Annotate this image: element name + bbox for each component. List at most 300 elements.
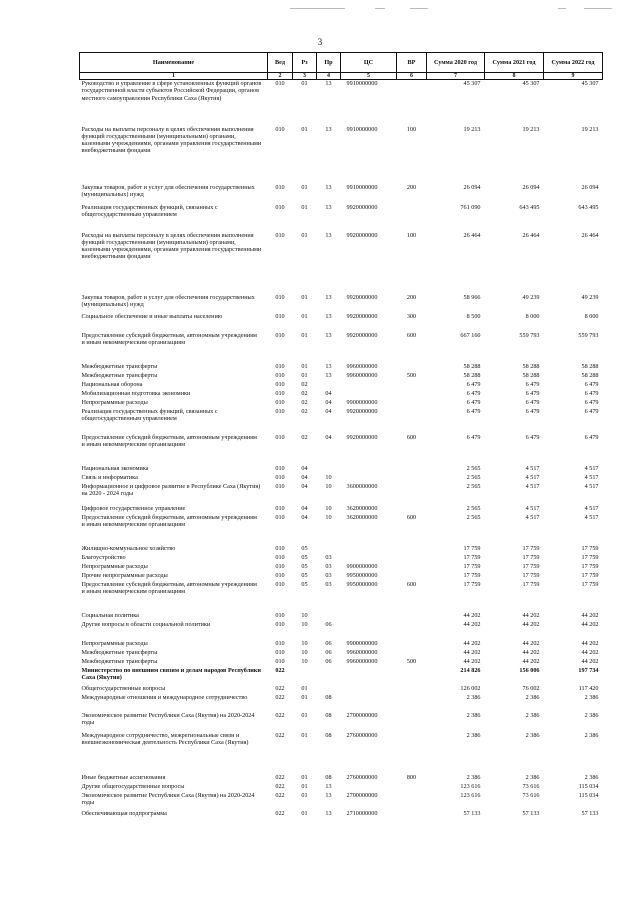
table-row [80, 612, 603, 621]
row-pr: 06 [325, 657, 332, 665]
row-name: Министерство по внешним связям и делам народов Республики Саха (Якутия) [81, 666, 261, 681]
row-cs [341, 621, 397, 640]
row-pr: 03 [325, 571, 332, 579]
column-number: 4 [317, 73, 341, 80]
row-sum-2022: 6 479 [584, 398, 599, 406]
row-sum-2022: 57 133 [581, 809, 599, 817]
row-vd: 010 [275, 183, 285, 191]
table-row [80, 667, 603, 685]
row-cs [341, 694, 397, 712]
row-sum-2022: 559 793 [578, 331, 599, 339]
row-pr: 13 [325, 293, 332, 301]
row-sum-2022: 26 464 [581, 231, 599, 239]
row-rz: 10 [301, 620, 308, 628]
row-name: Руководство и управление в сфере установленных функций органов государственной власти субъектов Российской Федерации, органов местного самоуправления Республики Саха (Якутия) [81, 80, 262, 102]
row-name: Экономическое развитие Республики Саха (Якутия) на 2020-2024 годы [81, 711, 255, 726]
row-name: Реализация государственных функций, связанных с общегосударственным управлением [81, 407, 218, 422]
row-rz: 02 [301, 380, 308, 388]
row-cs: 9910000000 [346, 80, 378, 87]
row-sum-2020: 2 386 [466, 773, 481, 781]
header-sum-2021: Сумма 2021 год [485, 53, 544, 73]
row-name: Непрограммные расходы [81, 398, 148, 406]
row-sum-2020: 6 479 [466, 398, 481, 406]
row-vd: 010 [275, 580, 285, 588]
row-sum-2021: 2 386 [525, 731, 540, 739]
row-pr: 13 [325, 203, 332, 211]
row-sum-2020: 17 759 [463, 571, 481, 579]
row-pr: 13 [325, 809, 332, 817]
row-rz: 05 [301, 562, 308, 570]
row-pr: 04 [325, 398, 332, 406]
row-sum-2020: 2 386 [466, 731, 481, 739]
row-rz: 10 [301, 639, 308, 647]
row-rz [293, 667, 317, 685]
row-vr: 300 [406, 312, 417, 320]
row-pr: 13 [325, 125, 332, 133]
row-pr: 08 [325, 731, 332, 739]
row-name: Иные бюджетные ассигнования [81, 773, 166, 781]
row-name: Социальная политика [81, 611, 139, 619]
row-rz: 10 [301, 657, 308, 665]
row-sum-2020: 2 565 [466, 473, 481, 481]
row-vd: 010 [275, 504, 285, 512]
row-sum-2020: 123 616 [460, 782, 481, 790]
row-sum-2021: 8 000 [525, 312, 540, 320]
row-sum-2022: 44 202 [581, 648, 599, 656]
row-sum-2020: 2 565 [466, 504, 481, 512]
row-sum-2021: 44 202 [522, 620, 540, 628]
row-name: Предоставление субсидий бюджетным, автономным учреждениям и иным некоммерческим организациям [81, 331, 257, 346]
row-cs: 9920000000 [346, 433, 378, 441]
row-rz: 01 [301, 183, 308, 191]
table-row [80, 232, 603, 294]
row-sum-2022: 6 479 [584, 389, 599, 397]
row-pr: 13 [325, 183, 332, 191]
row-vd: 010 [275, 648, 285, 656]
row-sum-2022: 17 759 [581, 553, 599, 561]
table-row [80, 640, 603, 649]
row-name: Расходы на выплаты персоналу в целях обеспечения выполнения функций государственными (муниципальными) органами, казенными учреждениями, органами управления государственными внебюджетными фондами [81, 231, 262, 261]
row-rz: 01 [301, 80, 308, 87]
row-sum-2021: 26 464 [522, 231, 540, 239]
row-name: Связь и информатика [81, 473, 138, 481]
row-sum-2022: 17 759 [581, 571, 599, 579]
row-vd: 022 [275, 782, 285, 790]
row-pr: 13 [325, 231, 332, 239]
row-sum-2021: 44 202 [522, 611, 540, 619]
row-sum-2021: 19 213 [522, 125, 540, 133]
column-number-row [80, 73, 603, 80]
row-pr: 10 [325, 473, 332, 481]
table-body [80, 80, 603, 819]
row-name: Информационное и цифровое развитие в Республике Саха (Якутия) на 2020 - 2024 годы [81, 482, 261, 497]
row-cs: 9900000000 [346, 562, 378, 570]
row-cs: 9960000000 [346, 657, 378, 665]
table-row [80, 363, 603, 372]
row-vd: 010 [275, 639, 285, 647]
row-pr [317, 465, 341, 474]
row-pr: 10 [325, 504, 332, 512]
row-sum-2022: 49 239 [581, 293, 599, 301]
row-rz: 01 [301, 693, 308, 701]
table-row [80, 80, 603, 126]
row-vd: 010 [275, 80, 285, 87]
row-rz: 10 [301, 611, 308, 619]
row-cs: 2760000000 [346, 773, 378, 781]
row-cs [341, 390, 397, 399]
row-vr: 100 [406, 125, 417, 133]
row-sum-2021: 6 479 [525, 389, 540, 397]
row-sum-2020: 58 966 [463, 293, 481, 301]
row-pr: 13 [325, 80, 332, 87]
table-row [80, 399, 603, 408]
row-cs: 2710000000 [346, 809, 378, 817]
row-sum-2020: 17 759 [463, 562, 481, 570]
row-sum-2022: 26 094 [581, 183, 599, 191]
table-row [80, 332, 603, 363]
row-name: Национальная экономика [81, 464, 149, 472]
row-rz: 02 [301, 433, 308, 441]
row-vd: 022 [275, 791, 285, 799]
row-name: Национальная оборона [81, 380, 143, 388]
row-vd: 010 [275, 620, 285, 628]
table-row [80, 408, 603, 434]
row-cs: 3620000000 [346, 504, 378, 512]
table-row [80, 465, 603, 474]
row-sum-2020: 26 094 [463, 183, 481, 191]
column-number: 6 [397, 73, 427, 80]
row-pr: 06 [325, 639, 332, 647]
row-sum-2020: 58 288 [463, 362, 481, 370]
row-vd: 010 [275, 407, 285, 415]
column-number: 3 [293, 73, 317, 80]
row-vd: 010 [275, 657, 285, 665]
row-sum-2020: 19 213 [463, 125, 481, 133]
row-vr [397, 204, 427, 232]
row-rz: 04 [301, 473, 308, 481]
row-rz: 02 [301, 398, 308, 406]
row-sum-2022: 117 420 [578, 684, 599, 692]
row-sum-2022: 6 479 [584, 433, 599, 441]
row-cs: 9950000000 [346, 580, 378, 588]
row-vr [397, 363, 427, 372]
table-row [80, 774, 603, 783]
row-sum-2021: 6 479 [525, 407, 540, 415]
row-vr [397, 399, 427, 408]
row-name: Международные отношения и международное сотрудничество [81, 693, 248, 701]
row-name: Другие общегосударственные вопросы [81, 782, 185, 790]
row-cs: 9900000000 [346, 398, 378, 406]
table-row [80, 184, 603, 204]
row-vr [397, 505, 427, 514]
column-number: 1 [80, 73, 268, 80]
row-sum-2021: 45 307 [522, 80, 540, 87]
row-vr [397, 667, 427, 685]
row-pr: 03 [325, 580, 332, 588]
row-vr: 500 [406, 657, 417, 665]
row-sum-2021: 44 202 [522, 639, 540, 647]
column-number: 8 [485, 73, 544, 80]
row-name: Непрограммные расходы [81, 562, 148, 570]
row-name: Межбюджетные трансферты [81, 648, 158, 656]
row-pr: 04 [325, 433, 332, 441]
row-vd: 022 [275, 684, 285, 692]
row-pr [317, 545, 341, 554]
scan-artifact-marks [290, 8, 610, 12]
row-vr [397, 732, 427, 774]
row-vr [397, 483, 427, 505]
row-cs: 3620000000 [346, 513, 378, 521]
row-vd: 010 [275, 398, 285, 406]
row-cs: 9910000000 [346, 183, 378, 191]
row-vr [397, 554, 427, 563]
row-pr [317, 685, 341, 694]
row-rz: 04 [301, 504, 308, 512]
row-sum-2020: 6 479 [466, 407, 481, 415]
row-vd: 010 [275, 433, 285, 441]
table-row [80, 694, 603, 712]
row-vr [397, 572, 427, 581]
row-vr [397, 612, 427, 621]
row-rz: 01 [301, 809, 308, 817]
row-vr: 200 [406, 293, 417, 301]
row-vd: 010 [275, 231, 285, 239]
row-sum-2021: 58 288 [522, 362, 540, 370]
row-sum-2021: 17 759 [522, 562, 540, 570]
row-vr [397, 640, 427, 649]
row-sum-2021: 2 386 [525, 711, 540, 719]
row-vr [397, 408, 427, 434]
row-sum-2022: 197 734 [578, 666, 599, 674]
row-sum-2020: 6 479 [466, 389, 481, 397]
row-cs [341, 465, 397, 474]
row-sum-2022: 2 386 [584, 773, 599, 781]
row-sum-2022: 2 386 [584, 731, 599, 739]
row-sum-2020: 44 202 [463, 611, 481, 619]
row-vd: 010 [275, 125, 285, 133]
row-name: Другие вопросы в области социальной политики [81, 620, 211, 628]
row-rz: 04 [301, 482, 308, 490]
row-rz: 02 [301, 389, 308, 397]
row-pr [317, 381, 341, 390]
row-rz: 01 [301, 125, 308, 133]
row-cs [341, 667, 397, 685]
table-row [80, 126, 603, 184]
table-row [80, 313, 603, 332]
header-sum-2020: Сумма 2020 год [427, 53, 485, 73]
row-sum-2020: 2 565 [466, 513, 481, 521]
table-row [80, 474, 603, 483]
row-pr: 06 [325, 648, 332, 656]
row-sum-2021: 44 202 [522, 648, 540, 656]
row-sum-2020: 2 565 [466, 464, 481, 472]
row-cs: 2760000000 [346, 731, 378, 739]
table-row [80, 658, 603, 667]
row-vd: 022 [275, 731, 285, 739]
row-sum-2022: 17 759 [581, 562, 599, 570]
row-vr [397, 80, 427, 126]
row-pr: 03 [325, 553, 332, 561]
row-sum-2020: 2 386 [466, 711, 481, 719]
row-vd: 022 [275, 693, 285, 701]
row-rz: 01 [301, 773, 308, 781]
row-sum-2020: 44 202 [463, 648, 481, 656]
row-vd: 010 [275, 331, 285, 339]
row-sum-2021: 44 202 [522, 657, 540, 665]
row-pr: 04 [325, 389, 332, 397]
row-vr [397, 685, 427, 694]
row-sum-2021: 49 239 [522, 293, 540, 301]
row-pr: 13 [325, 312, 332, 320]
row-sum-2022: 115 034 [578, 791, 599, 799]
table-row [80, 483, 603, 505]
row-vr [397, 694, 427, 712]
row-name: Цифровое государственное управление [81, 504, 186, 512]
row-vr: 500 [406, 371, 417, 379]
row-vr [397, 474, 427, 483]
row-cs: 2700000000 [346, 791, 378, 799]
row-vd: 010 [275, 553, 285, 561]
row-sum-2021: 17 759 [522, 580, 540, 588]
row-pr: 03 [325, 562, 332, 570]
row-vr: 600 [406, 580, 417, 588]
row-sum-2021: 17 759 [522, 553, 540, 561]
row-sum-2022: 4 517 [584, 473, 599, 481]
row-vr [397, 621, 427, 640]
page-number: 3 [317, 37, 323, 47]
row-vd: 022 [275, 666, 285, 674]
column-number: 7 [427, 73, 485, 80]
row-vd: 010 [275, 293, 285, 301]
row-rz: 10 [301, 648, 308, 656]
row-cs: 2700000000 [346, 711, 378, 719]
row-name: Расходы на выплаты персоналу в целях обеспечения выполнения функций государственными (муниципальными) органами, казенными учреждениями, органами управления государственными внебюджетными фондами [81, 125, 262, 155]
row-name: Реализация государственных функций, связанных с общегосударственным управлением [81, 203, 218, 218]
row-sum-2020: 123 616 [460, 791, 481, 799]
row-vd: 022 [275, 809, 285, 817]
table-row [80, 732, 603, 774]
row-sum-2021: 76 002 [522, 684, 540, 692]
row-name: Закупка товаров, работ и услуг для обеспечения государственных (муниципальных) нужд [81, 183, 255, 198]
row-sum-2022: 17 759 [581, 544, 599, 552]
row-cs: 9900000000 [346, 639, 378, 647]
row-vd: 010 [275, 380, 285, 388]
row-name: Экономическое развитие Республики Саха (Якутия) на 2020-2024 годы [81, 791, 255, 806]
table-row [80, 783, 603, 792]
row-cs: 9920000000 [346, 293, 378, 301]
row-vd: 010 [275, 312, 285, 320]
table-row [80, 792, 603, 810]
row-name: Общегосударственные вопросы [81, 684, 166, 692]
row-vd: 010 [275, 371, 285, 379]
row-sum-2021: 26 094 [522, 183, 540, 191]
row-name: Закупка товаров, работ и услуг для обеспечения государственных (муниципальных) нужд [81, 293, 255, 308]
row-sum-2020: 44 202 [463, 620, 481, 628]
row-sum-2020: 6 479 [466, 380, 481, 388]
table-row [80, 434, 603, 465]
row-rz: 04 [301, 513, 308, 521]
row-rz: 01 [301, 203, 308, 211]
row-rz: 04 [301, 464, 308, 472]
row-sum-2022: 58 288 [581, 362, 599, 370]
row-sum-2021: 559 793 [519, 331, 540, 339]
table-row [80, 712, 603, 732]
row-cs [341, 474, 397, 483]
table-row [80, 572, 603, 581]
row-sum-2022: 19 213 [581, 125, 599, 133]
row-sum-2020: 45 307 [463, 80, 481, 87]
budget-table [79, 52, 603, 819]
row-sum-2022: 44 202 [581, 620, 599, 628]
row-sum-2021: 4 517 [525, 504, 540, 512]
row-name: Жилищно-коммунальное хозяйство [81, 544, 176, 552]
table-row [80, 621, 603, 640]
row-vr: 200 [406, 183, 417, 191]
row-sum-2022: 44 202 [581, 639, 599, 647]
row-sum-2022: 6 479 [584, 407, 599, 415]
row-cs: 9920000000 [346, 407, 378, 415]
row-sum-2021: 4 517 [525, 482, 540, 490]
row-sum-2021: 73 616 [522, 782, 540, 790]
row-pr: 10 [325, 482, 332, 490]
row-rz: 01 [301, 791, 308, 799]
table-row [80, 554, 603, 563]
row-sum-2020: 44 202 [463, 639, 481, 647]
row-pr: 13 [325, 782, 332, 790]
row-sum-2021: 58 288 [522, 371, 540, 379]
table-row [80, 390, 603, 399]
table-row [80, 294, 603, 313]
row-pr [317, 612, 341, 621]
row-cs: 9920000000 [346, 203, 378, 211]
row-rz: 01 [301, 331, 308, 339]
row-sum-2020: 17 759 [463, 580, 481, 588]
table-row [80, 563, 603, 572]
row-sum-2020: 6 479 [466, 433, 481, 441]
row-sum-2021: 4 517 [525, 513, 540, 521]
row-vr [397, 792, 427, 810]
row-sum-2022: 643 495 [578, 203, 599, 211]
row-cs [341, 554, 397, 563]
row-name: Социальное обеспечение и иные выплаты населению [81, 312, 223, 320]
row-name: Предоставление субсидий бюджетным, автономным учреждениям и иным некоммерческим организациям [81, 513, 257, 528]
row-sum-2020: 44 202 [463, 657, 481, 665]
row-vr [397, 783, 427, 792]
row-name: Мобилизационная подготовка экономики [81, 389, 191, 397]
row-rz: 01 [301, 231, 308, 239]
row-sum-2021: 57 133 [522, 809, 540, 817]
row-name: Международное сотрудничество, межрегиональные связи и внешнеэкономическая деятельность Республики Саха (Якутия) [81, 731, 249, 746]
row-rz: 05 [301, 553, 308, 561]
table-row [80, 514, 603, 545]
row-sum-2020: 126 002 [460, 684, 481, 692]
row-sum-2022: 44 202 [581, 611, 599, 619]
row-pr: 10 [325, 513, 332, 521]
header-pr: Пр [317, 53, 341, 73]
row-vd: 022 [275, 711, 285, 719]
row-rz: 01 [301, 371, 308, 379]
row-sum-2020: 2 386 [466, 693, 481, 701]
header-vd: Вед [268, 53, 293, 73]
row-pr [317, 667, 341, 685]
row-cs: 9960000000 [346, 362, 378, 370]
row-vd: 010 [275, 473, 285, 481]
row-vr: 800 [406, 773, 417, 781]
header-rz: Рз [293, 53, 317, 73]
row-cs: 9960000000 [346, 648, 378, 656]
row-sum-2022: 44 202 [581, 657, 599, 665]
row-sum-2021: 6 479 [525, 380, 540, 388]
